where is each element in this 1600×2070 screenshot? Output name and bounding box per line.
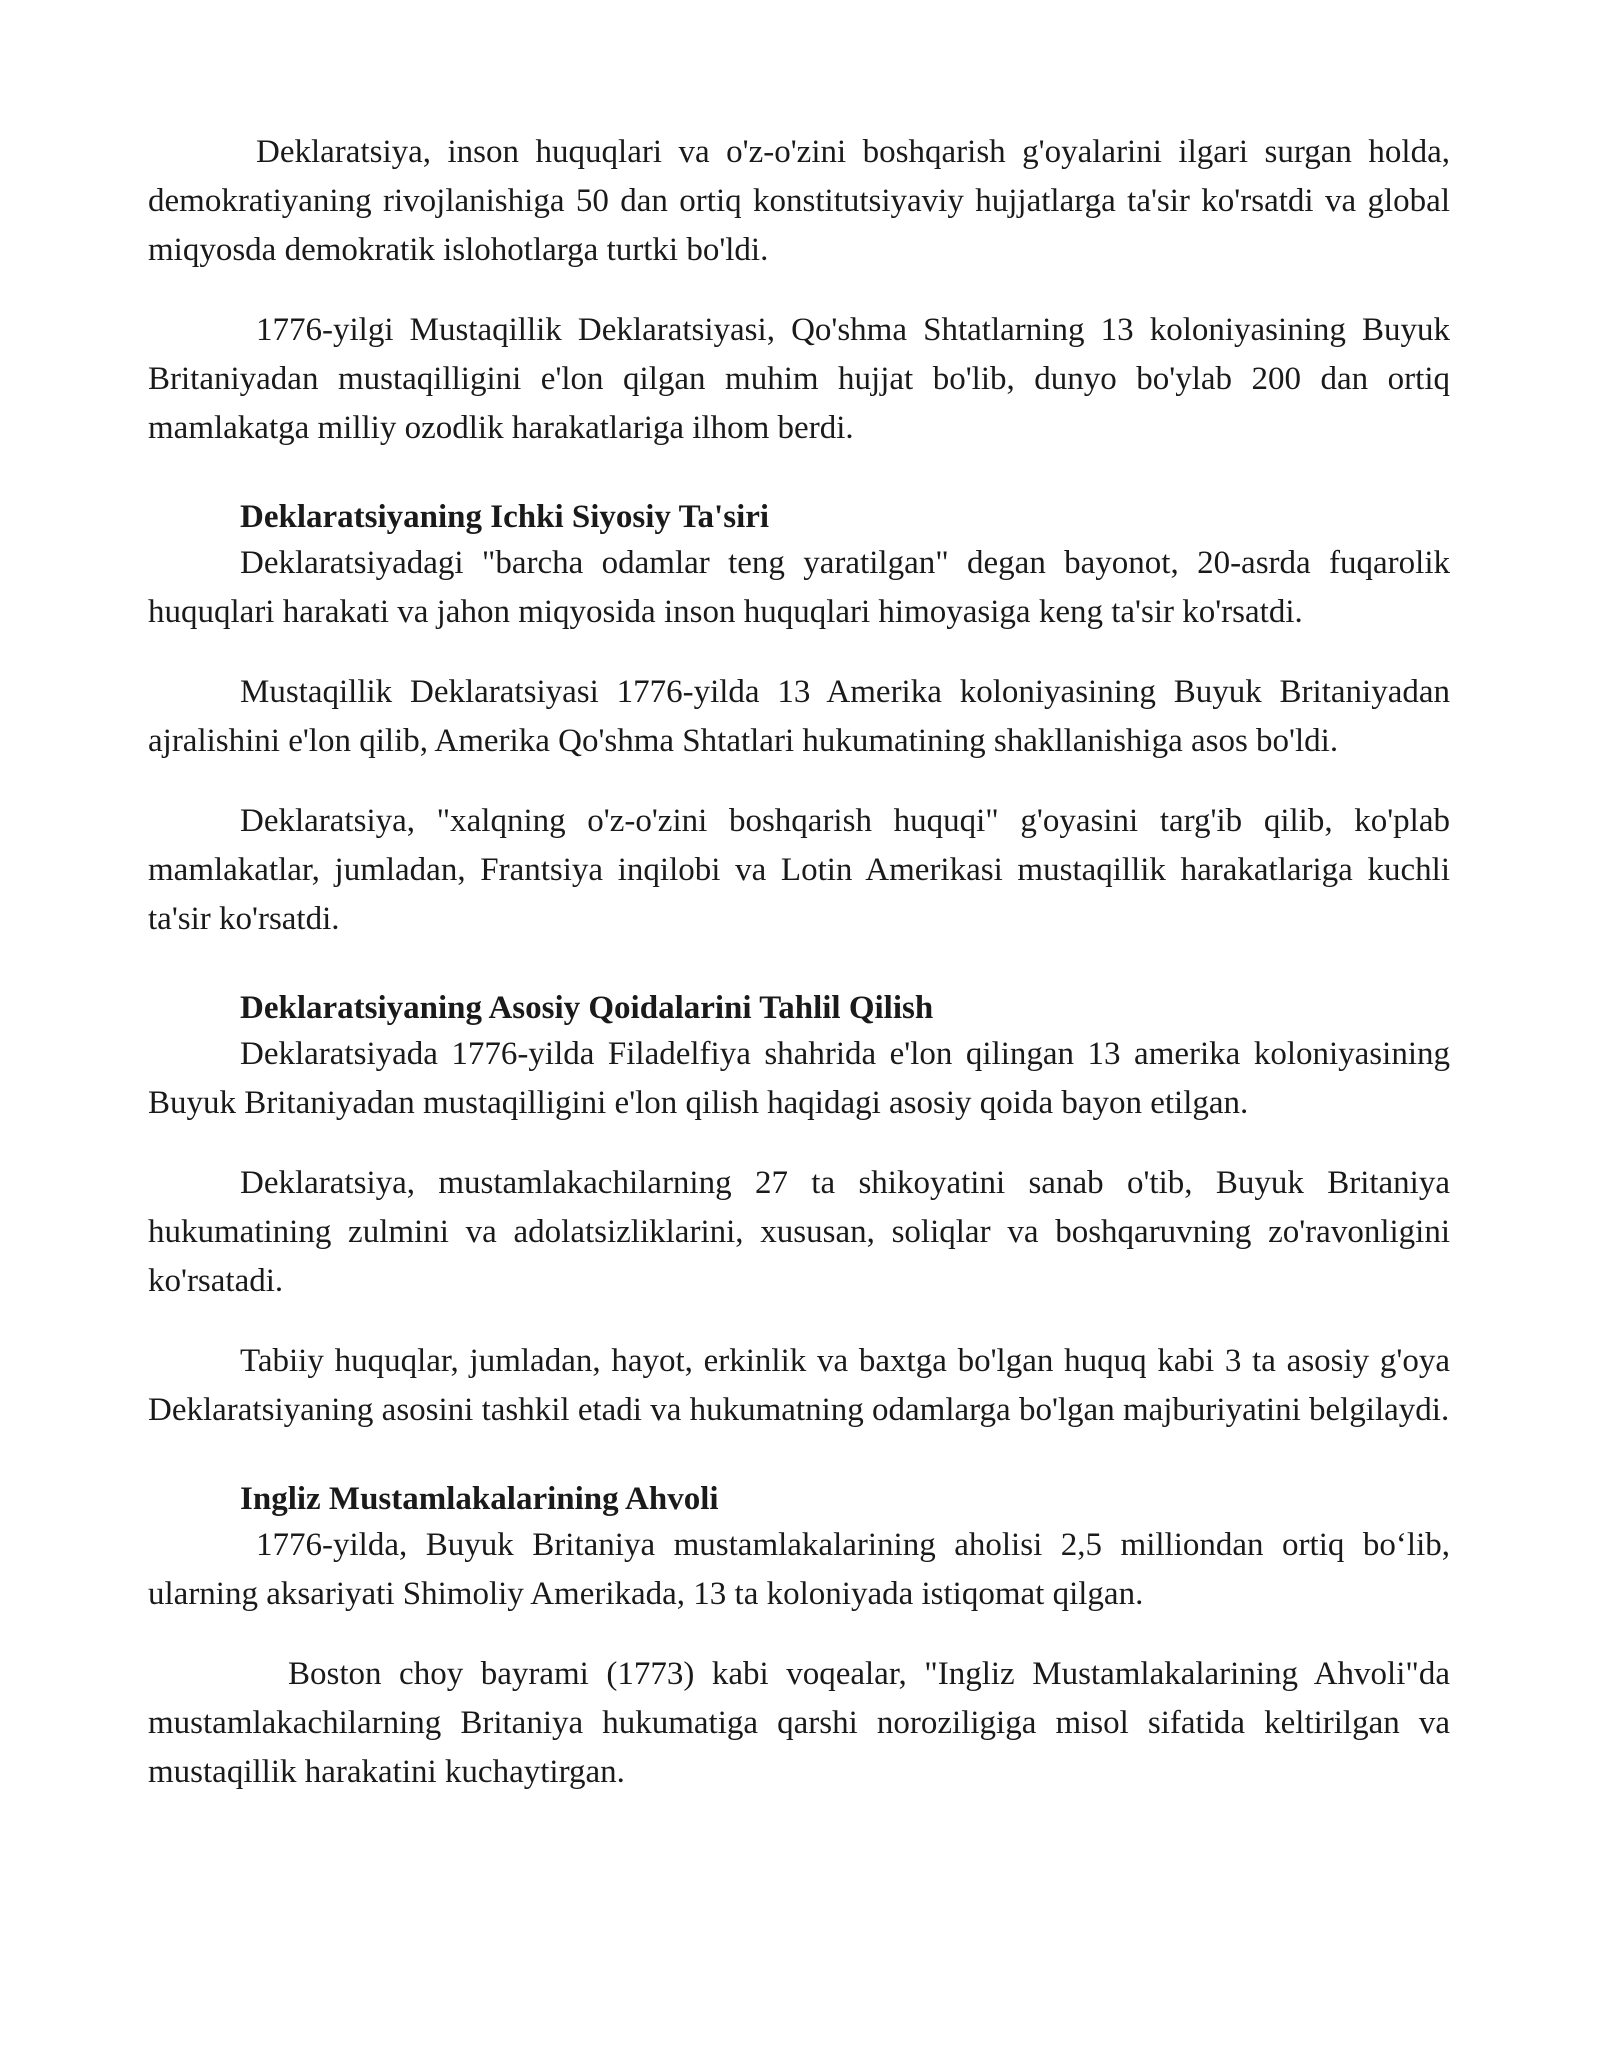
- paragraph: Deklaratsiya, "xalqning o'z-o'zini boshqarish huquqi" g'oyasini targ'ib qilib, ko'plab mamlakatlar, jumladan, Frantsiya inqilobi va Lotin Amerikasi mustaqillik harakatlariga kuchli ta'sir ko'rsatdi.: [148, 803, 1450, 937]
- paragraph: Boston choy bayrami (1773) kabi voqealar, "Ingliz Mustamlakalarining Ahvoli"da mustamlakachilarning Britaniya hukumatiga qarshi noroziligiga misol sifatida keltirilgan va mustaqillik harakatini kuchaytirgan.: [148, 1656, 1450, 1790]
- section-heading: Deklaratsiyaning Ichki Siyosiy Ta'siri: [240, 499, 770, 535]
- paragraph: Deklaratsiya, inson huquqlari va o'z-o'zini boshqarish g'oyalarini ilgari surgan holda, demokratiyaning rivojlanishiga 50 dan ortiq konstitutsiyaviy hujjatlarga ta'sir ko'rsatdi va global miqyosda demokratik islohotlarga turtki bo'ldi.: [148, 134, 1450, 268]
- paragraph: Tabiiy huquqlar, jumladan, hayot, erkinlik va baxtga bo'lgan huquq kabi 3 ta asosiy g'oya Deklaratsiyaning asosini tashkil etadi va hukumatning odamlarga bo'lgan majburiyatini belgilaydi.: [148, 1343, 1450, 1428]
- paragraph: Deklaratsiyadagi "barcha odamlar teng yaratilgan" degan bayonot, 20-asrda fuqarolik huquqlari harakati va jahon miqyosida inson huquqlari himoyasiga keng ta'sir ko'rsatdi.: [148, 545, 1450, 630]
- paragraph: 1776-yilda, Buyuk Britaniya mustamlakalarining aholisi 2,5 milliondan ortiq bo‘lib, ularning aksariyati Shimoliy Amerikada, 13 ta koloniyada istiqomat qilgan.: [148, 1527, 1450, 1612]
- paragraph: Mustaqillik Deklaratsiyasi 1776-yilda 13 Amerika koloniyasining Buyuk Britaniyadan ajralishini e'lon qilib, Amerika Qo'shma Shtatlari hukumatining shakllanishiga asos bo'ldi.: [148, 674, 1450, 759]
- paragraph: Deklaratsiyada 1776-yilda Filadelfiya shahrida e'lon qilingan 13 amerika koloniyasining Buyuk Britaniyadan mustaqilligini e'lon qilish haqidagi asosiy qoida bayon etilgan.: [148, 1036, 1450, 1121]
- section-heading: Ingliz Mustamlakalarining Ahvoli: [240, 1481, 719, 1517]
- document-page: [148, 128, 1450, 1797]
- section-heading: Deklaratsiyaning Asosiy Qoidalarini Tahlil Qilish: [240, 990, 934, 1026]
- paragraph: 1776-yilgi Mustaqillik Deklaratsiyasi, Qo'shma Shtatlarning 13 koloniyasining Buyuk Britaniyadan mustaqilligini e'lon qilgan muhim hujjat bo'lib, dunyo bo'ylab 200 dan ortiq mamlakatga milliy ozodlik harakatlariga ilhom berdi.: [148, 312, 1450, 446]
- paragraph: Deklaratsiya, mustamlakachilarning 27 ta shikoyatini sanab o'tib, Buyuk Britaniya hukumatining zulmini va adolatsizliklarini, xususan, soliqlar va boshqaruvning zo'ravonligini ko'rsatadi.: [148, 1165, 1450, 1299]
